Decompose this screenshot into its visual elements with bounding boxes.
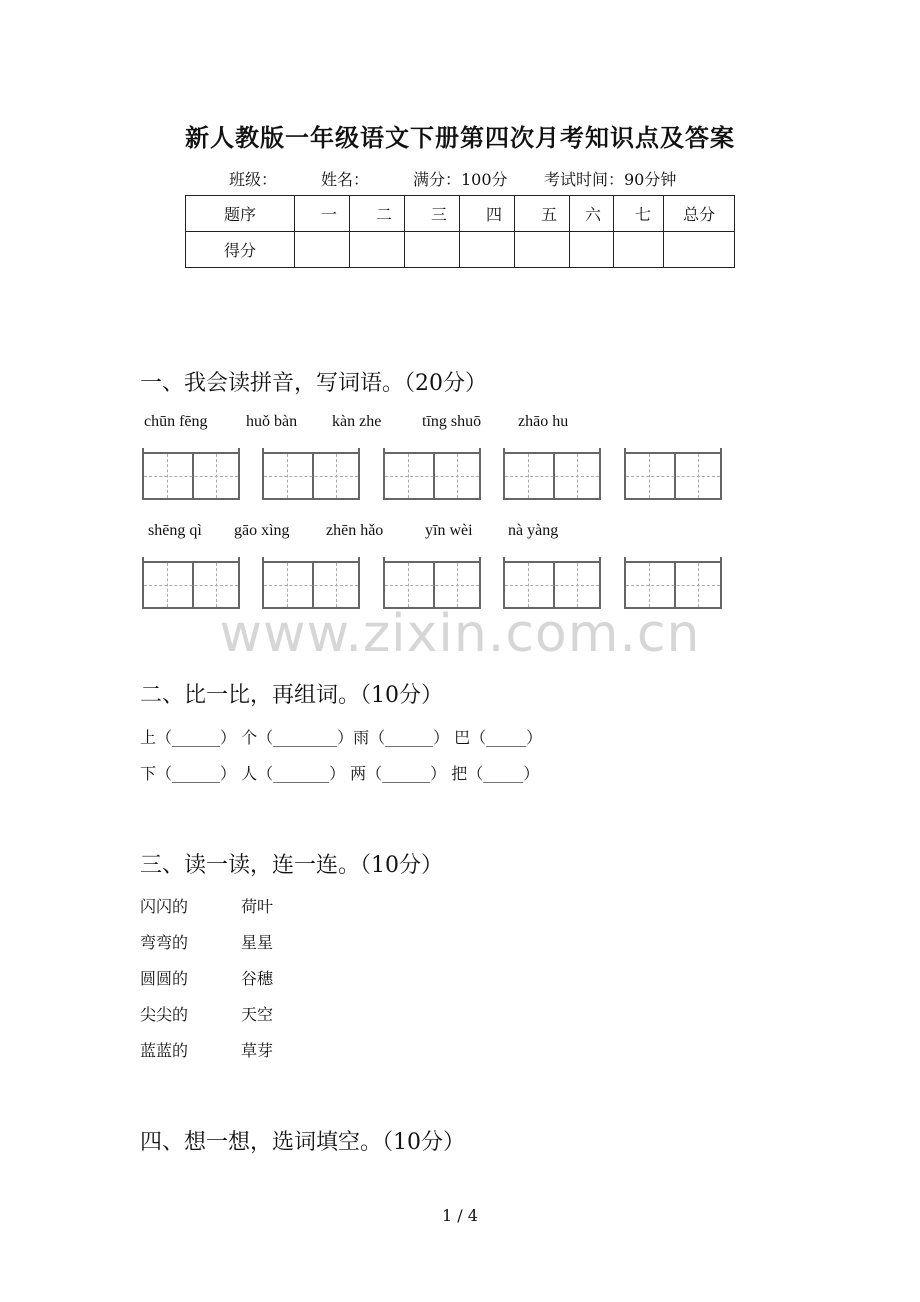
exam-time-label: 考试时间：90分钟: [544, 170, 677, 189]
match-right-item[interactable]: 草芽: [241, 1041, 274, 1060]
writing-grid[interactable]: [503, 452, 601, 500]
writing-grid[interactable]: [503, 561, 601, 609]
score-cell[interactable]: [664, 232, 735, 268]
score-cell[interactable]: [515, 232, 570, 268]
writing-grid[interactable]: [262, 561, 360, 609]
header-cell: 二: [350, 196, 405, 232]
class-label: 班级：: [229, 170, 278, 189]
writing-grid[interactable]: [142, 452, 240, 500]
match-left-item[interactable]: 闪闪的: [140, 897, 189, 916]
pinyin-label: shēng qì: [148, 522, 202, 539]
row-label: 得分: [186, 232, 295, 268]
pinyin-label: tīng shuō: [422, 413, 482, 430]
score-cell[interactable]: [570, 232, 614, 268]
writing-grid[interactable]: [262, 452, 360, 500]
match-right-item[interactable]: 天空: [241, 1005, 274, 1024]
name-label: 姓名：: [321, 170, 370, 189]
score-cell[interactable]: [350, 232, 405, 268]
score-table: [185, 195, 735, 268]
pinyin-label: zhēn hǎo: [326, 522, 384, 539]
compare-line-2: 下（______） 人（_______） 两（______） 把（_____）: [140, 764, 540, 783]
score-cell[interactable]: [460, 232, 515, 268]
writing-grid[interactable]: [624, 561, 722, 609]
score-cell[interactable]: [614, 232, 664, 268]
match-right-item[interactable]: 星星: [241, 933, 274, 952]
match-right-item[interactable]: 谷穗: [241, 969, 274, 988]
page-title: 新人教版一年级语文下册第四次月考知识点及答案: [185, 123, 735, 152]
match-left-item[interactable]: 尖尖的: [140, 1005, 189, 1024]
header-cell: 六: [570, 196, 614, 232]
pinyin-label: zhāo hu: [518, 413, 569, 430]
writing-grid[interactable]: [624, 452, 722, 500]
score-table-header-row: [186, 196, 735, 232]
compare-line-1: 上（______） 个（________）雨（______） 巴（_____）: [140, 728, 543, 747]
pinyin-label: yīn wèi: [425, 522, 473, 539]
header-cell: 三: [405, 196, 460, 232]
score-cell[interactable]: [405, 232, 460, 268]
pinyin-label: nà yàng: [508, 522, 559, 539]
section-2-heading: 二、比一比，再组词。（10分）: [140, 683, 443, 708]
section-4-heading: 四、想一想，选词填空。（10分）: [140, 1130, 465, 1155]
header-cell: 五: [515, 196, 570, 232]
pinyin-label: chūn fēng: [144, 413, 208, 430]
score-table-score-row: [186, 232, 735, 268]
pinyin-label: huǒ bàn: [246, 413, 298, 430]
header-cell: 总分: [664, 196, 735, 232]
section-3-heading: 三、读一读，连一连。（10分）: [140, 853, 443, 878]
header-cell: 四: [460, 196, 515, 232]
section-1-heading: 一、我会读拼音，写词语。（20分）: [140, 371, 487, 396]
match-left-item[interactable]: 弯弯的: [140, 933, 189, 952]
header-cell: 题序: [186, 196, 295, 232]
page-number: 1 / 4: [442, 1206, 478, 1225]
writing-grid[interactable]: [383, 452, 481, 500]
writing-grid[interactable]: [142, 561, 240, 609]
watermark: www.zixin.com.cn: [219, 604, 701, 664]
header-cell: 一: [295, 196, 350, 232]
match-left-item[interactable]: 圆圆的: [140, 969, 189, 988]
match-left-item[interactable]: 蓝蓝的: [140, 1041, 189, 1060]
writing-grid[interactable]: [383, 561, 481, 609]
score-cell[interactable]: [295, 232, 350, 268]
match-right-item[interactable]: 荷叶: [241, 897, 274, 916]
pinyin-label: gāo xìng: [234, 522, 290, 539]
pinyin-label: kàn zhe: [332, 413, 382, 430]
header-cell: 七: [614, 196, 664, 232]
full-score-label: 满分：100分: [413, 170, 508, 189]
